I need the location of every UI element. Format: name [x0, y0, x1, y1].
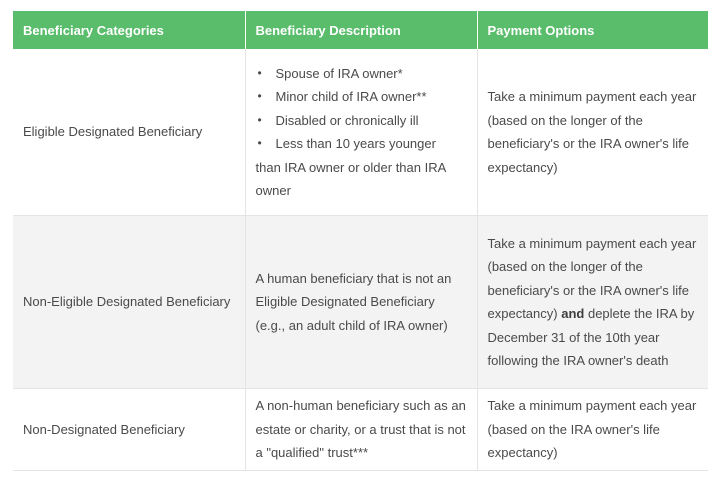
table-header-row — [13, 11, 708, 49]
header-payment-options: Payment Options — [477, 11, 708, 49]
description-bullet-list — [256, 62, 467, 156]
bullet-icon: • — [257, 65, 262, 80]
list-item: • Spouse of IRA owner* — [256, 62, 467, 86]
header-beneficiary-categories: Beneficiary Categories — [13, 11, 245, 49]
payment-cell: Take a minimum payment each year (based on the IRA owner's life expectancy) — [477, 389, 708, 471]
description-cell — [245, 49, 477, 216]
payment-emphasis: and — [561, 306, 585, 321]
list-item: • Less than 10 years younger — [256, 132, 467, 156]
category-cell: Non-Designated Beneficiary — [13, 389, 245, 471]
list-item: • Disabled or chronically ill — [256, 109, 467, 133]
table-row — [13, 49, 708, 216]
bullet-icon: • — [257, 112, 262, 127]
bullet-icon: • — [257, 136, 262, 150]
table-row — [13, 216, 708, 389]
beneficiary-table-container — [13, 11, 708, 471]
description-cell: A non-human beneficiary such as an estate or charity, or a trust that is not a "qualified" trust*** — [245, 389, 477, 471]
beneficiary-table — [13, 11, 708, 471]
header-beneficiary-description: Beneficiary Description — [245, 11, 477, 49]
table-row — [13, 389, 708, 471]
payment-cell: Take a minimum payment each year (based on the longer of the beneficiary's or the IRA owner's life expectancy) — [477, 49, 708, 216]
bullet-continuation: than IRA owner or older than IRA owner — [255, 159, 446, 198]
list-item: • Minor child of IRA owner** — [256, 85, 467, 109]
category-cell: Eligible Designated Beneficiary — [13, 49, 245, 216]
description-cell: A human beneficiary that is not an Eligible Designated Beneficiary (e.g., an adult child of IRA owner) — [245, 216, 477, 389]
payment-cell: Take a minimum payment each year (based on the longer of the beneficiary's or the IRA owner's life expectancy) and deplete the IRA by December 31 of the 10th year following the IRA owner's death — [477, 216, 708, 389]
category-cell: Non-Eligible Designated Beneficiary — [13, 216, 245, 389]
bullet-icon: • — [257, 89, 262, 103]
